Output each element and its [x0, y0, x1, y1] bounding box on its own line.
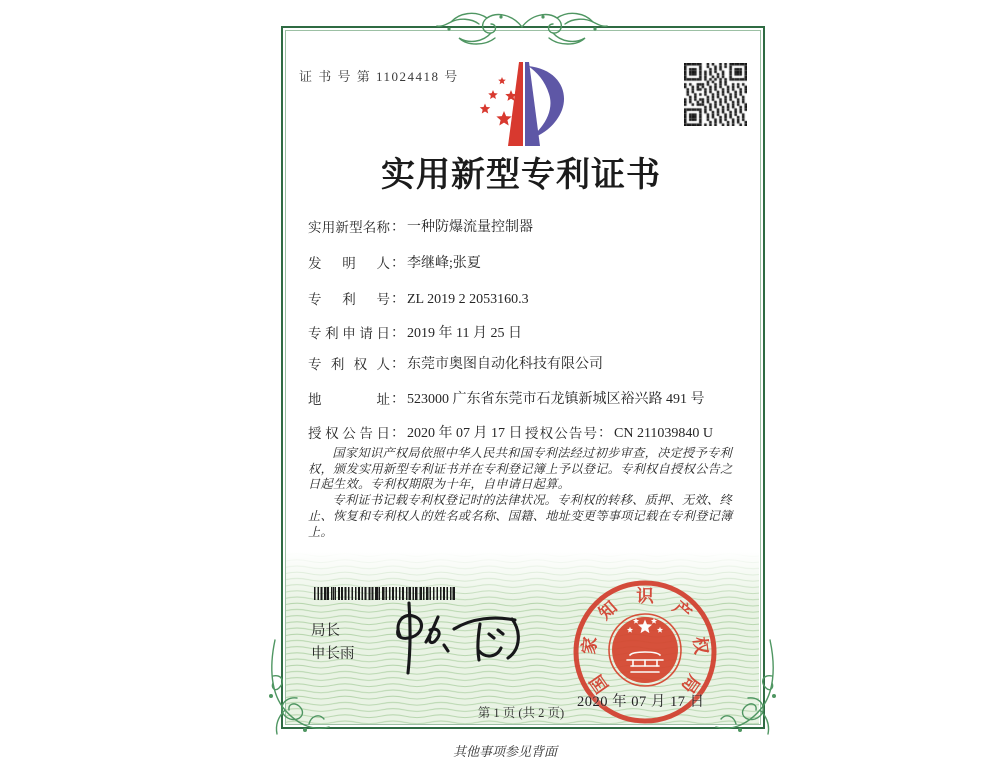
field-row-address	[308, 388, 705, 408]
svg-text:局: 局	[677, 671, 705, 697]
svg-text:国: 国	[585, 671, 613, 697]
field-colon: ：	[391, 220, 405, 235]
qr-code-icon	[684, 63, 747, 126]
svg-text:知: 知	[594, 596, 621, 624]
field-value: 523000 广东省东莞市石龙镇新城区裕兴路 491 号	[407, 392, 705, 407]
field-colon: ：	[391, 426, 405, 441]
field-label: 专利号	[308, 292, 390, 307]
field-label: 专利申请日	[308, 326, 390, 341]
field-value: 2019 年 11 月 25 日	[407, 326, 522, 341]
field-value: CN 211039840 U	[614, 426, 714, 441]
corner-flourish-right-icon	[712, 638, 784, 738]
field-label: 授权公告号	[525, 426, 597, 441]
body-paragraph-1: 国家知识产权局依照中华人民共和国专利法经过初步审查，决定授予专利权，颁发实用新型专利证书并在专利登记簿上予以登记。专利权自授权公告之日起生效。专利权期限为十年，自申请日起算。	[308, 446, 733, 492]
field-row-filing-date	[308, 322, 522, 342]
field-value: 一种防爆流量控制器	[407, 220, 533, 235]
field-label: 授权公告日	[308, 426, 390, 441]
field-row-patent-no	[308, 288, 529, 308]
field-colon: ：	[391, 326, 405, 341]
certificate-number: 证 书 号 第 11024418 号	[299, 69, 459, 84]
field-colon: ：	[391, 292, 405, 307]
back-note: 其他事项参见背面	[452, 744, 557, 759]
svg-text:识: 识	[636, 586, 654, 606]
seal-date: 2020 年 07 月 17 日	[577, 694, 705, 710]
field-colon: ：	[391, 357, 405, 372]
svg-text:权: 权	[689, 635, 712, 656]
signer-name: 申长雨	[311, 646, 355, 662]
field-pair-grant-number	[525, 422, 713, 442]
field-colon: ：	[598, 426, 612, 441]
certificate-title: 实用新型专利证书	[381, 157, 661, 194]
top-flourish-ornament-icon	[427, 5, 617, 49]
legal-text-block	[308, 446, 744, 540]
field-value: 东莞市奥图自动化科技有限公司	[407, 357, 603, 372]
signer-title: 局长	[311, 623, 340, 639]
field-row-patentee	[308, 353, 603, 373]
field-row-grant	[308, 422, 760, 442]
field-label: 实用新型名称	[308, 220, 390, 235]
signer-block	[311, 620, 355, 666]
field-value: 李继峰;张夏	[407, 256, 481, 271]
field-row-name	[308, 216, 533, 236]
page-number: 第 1 页 (共 2 页)	[477, 706, 565, 720]
field-colon: ：	[391, 256, 405, 271]
handwritten-signature-icon	[368, 590, 538, 680]
body-paragraph-2: 专利证书记载专利权登记时的法律状况。专利权的转移、质押、无效、终止、恢复和专利权人的姓名或名称、国籍、地址变更等事项记载在专利登记簿上。	[308, 493, 733, 539]
svg-text:家: 家	[578, 635, 601, 656]
field-value: ZL 2019 2 2053160.3	[407, 292, 529, 307]
national-emblem-icon	[609, 614, 681, 686]
field-colon: ：	[391, 392, 405, 407]
field-row-inventor	[308, 252, 481, 272]
svg-text:产: 产	[669, 596, 696, 624]
field-label: 发明人	[308, 256, 390, 271]
field-value: 2020 年 07 月 17 日	[407, 426, 523, 441]
cnipa-patent-logo-icon	[466, 56, 576, 152]
field-label: 专利权人	[308, 357, 390, 372]
field-label: 地址	[308, 392, 390, 407]
